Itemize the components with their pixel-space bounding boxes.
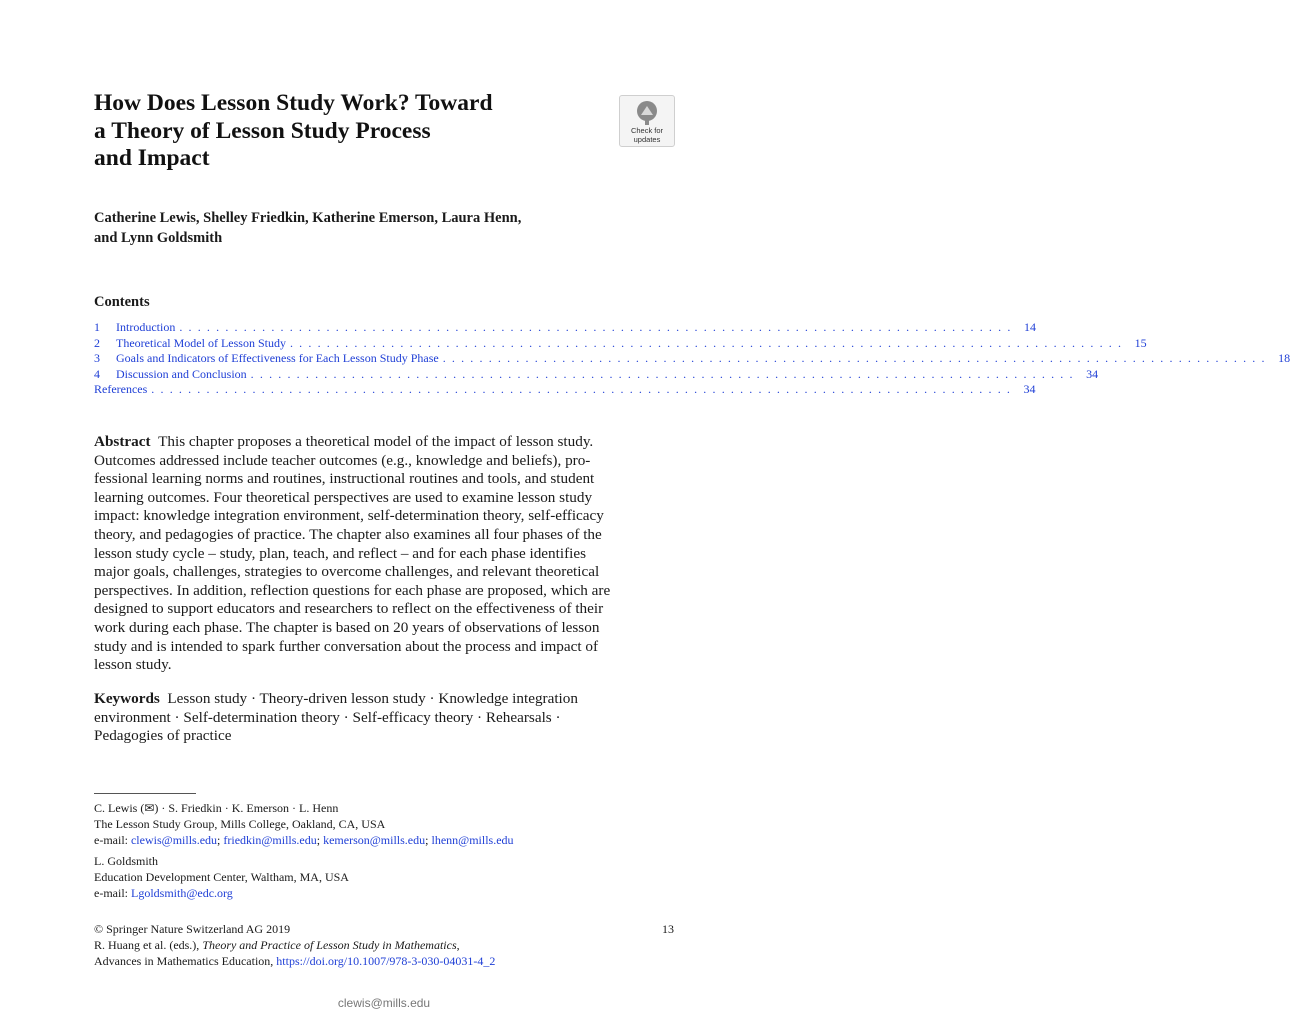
affiliation-org: Education Development Center, Waltham, MA, USA [94, 870, 349, 884]
abstract-label: Abstract [94, 433, 151, 450]
citation-suffix: , [456, 938, 460, 952]
badge-line-1: Check for [630, 126, 664, 135]
abstract-line: designed to support educators and researchers to reflect on the effectiveness of their [94, 600, 604, 618]
toc-entry[interactable] [94, 320, 1036, 336]
citation [94, 937, 674, 953]
authors-line-2: and Lynn Goldsmith [94, 230, 223, 246]
toc-title: Goals and Indicators of Effectiveness for Each Lesson Study Phase [116, 351, 439, 365]
abstract-line: learning outcomes. Four theoretical perspectives are used to examine lesson study [94, 488, 593, 506]
keywords-line: environment · Self-determination theory · Self-efficacy theory · Rehearsals · [94, 708, 561, 726]
affiliation-names: C. Lewis (✉) · S. Friedkin · K. Emerson · L. Henn [94, 801, 339, 815]
email-label: e-mail: [94, 833, 128, 847]
toc-entry[interactable] [94, 351, 1290, 367]
toc-entry[interactable] [94, 366, 1099, 383]
toc-number: 4 [94, 366, 100, 381]
toc-entry-references[interactable] [94, 382, 1036, 398]
abstract-line: theory, and pedagogies of practice. The chapter also examines all four phases of the [94, 525, 602, 543]
toc-title: Theoretical Model of Lesson Study [116, 335, 286, 350]
abstract-line: work during each phase. The chapter is based on 20 years of observations of lesson [94, 618, 600, 636]
copyright: © Springer Nature Switzerland AG 2019 [94, 922, 291, 936]
toc-page: 15 [1134, 335, 1147, 350]
authors-line-1: Catherine Lewis, Shelley Friedkin, Katherine Emerson, Laura Henn, [94, 210, 522, 226]
email-link[interactable]: kemerson@mills.edu [323, 833, 426, 847]
toc-number: 3 [94, 351, 100, 365]
toc-leader: . . . . . . . . . . . . . . . . . . . . . . . . . . . . . . . . . . . . . . . . . . . . . . . . . . . . . . . . . . . . . . . . . . . . . . . . . . . . . . . . . . . . . . . . . . . [179, 320, 1012, 334]
check-for-updates-icon [636, 100, 658, 126]
badge-line-2: updates [633, 135, 661, 144]
page-number: 13 [662, 922, 674, 936]
keywords-line: Pedagogies of practice [94, 727, 232, 745]
toc-title: References [94, 382, 148, 396]
check-for-updates-badge[interactable] [619, 95, 675, 147]
footnote-divider [94, 793, 196, 794]
toc-page: 14 [1023, 320, 1036, 334]
toc-leader: . . . . . . . . . . . . . . . . . . . . . . . . . . . . . . . . . . . . . . . . . . . . . . . . . . . . . . . . . . . . . . . . . . . . . . . . . . . . . . . . . . . . . . . . . . [250, 366, 1075, 381]
affiliation-emails [94, 885, 674, 901]
toc-leader: . . . . . . . . . . . . . . . . . . . . . . . . . . . . . . . . . . . . . . . . . . . . . . . . . . . . . . . . . . . . . . . . . . . . . . . . . . . . . . . . . . . . . . . . . . . [289, 335, 1123, 350]
abstract-line: lesson study cycle – study, plan, teach, and reflect – and for each phase identifies [94, 544, 587, 562]
title-line-2: a Theory of Lesson Study Process [94, 117, 431, 144]
keywords-label: Keywords [94, 690, 160, 707]
email-link[interactable]: clewis@mills.edu [130, 833, 218, 847]
email-link[interactable]: lhenn@mills.edu [431, 833, 514, 847]
series: Advances in Mathematics Education, [94, 954, 274, 968]
abstract-line: fessional learning norms and routines, instructional routines and tools, and student [94, 470, 595, 488]
abstract [94, 433, 675, 675]
keywords-text: Lesson study · Theory-driven lesson study · Knowledge integration [167, 690, 578, 707]
affiliation-emails: e-mail: clewis@mills.edu; friedkin@mills.edu; kemerson@mills.edu; lhenn@mills.edu [94, 833, 514, 847]
email-link[interactable]: Lgoldsmith@edc.org [130, 886, 233, 900]
toc-number: 2 [94, 335, 100, 350]
email-link[interactable]: friedkin@mills.edu [223, 833, 317, 847]
toc-title: Introduction [116, 320, 176, 334]
book-title: Theory and Practice of Lesson Study in Mathematics [202, 938, 457, 952]
affiliation-names: L. Goldsmith [94, 854, 159, 868]
affiliation-org: The Lesson Study Group, Mills College, Oakland, CA, USA [94, 817, 386, 831]
affiliation-1 [94, 800, 674, 848]
contents-heading: Contents [94, 294, 150, 310]
toc-leader: . . . . . . . . . . . . . . . . . . . . . . . . . . . . . . . . . . . . . . . . . . . . . . . . . . . . . . . . . . . . . . . . . . . . . . . . . . . . . . . . . . . . . . . . . . [442, 351, 1267, 365]
abstract-line [94, 433, 675, 452]
abstract-line: perspectives. In addition, reflection questions for each phase are proposed, which are [94, 581, 611, 599]
title-line-3: and Impact [94, 145, 210, 171]
abstract-line: major goals, challenges, strategies to overcome challenges, and relevant theoretical [94, 563, 600, 581]
table-of-contents [94, 320, 1290, 398]
abstract-line: Outcomes addressed include teacher outcomes (e.g., knowledge and beliefs), pro- [94, 451, 591, 469]
toc-number: 1 [94, 320, 100, 334]
chapter-title [94, 90, 614, 173]
toc-leader: . . . . . . . . . . . . . . . . . . . . . . . . . . . . . . . . . . . . . . . . . . . . . . . . . . . . . . . . . . . . . . . . . . . . . . . . . . . . . . . . . . . . . . . . . . . . . . [151, 382, 1012, 396]
toc-page: 34 [1086, 366, 1099, 381]
toc-page: 34 [1023, 382, 1036, 396]
page-footer [94, 921, 674, 969]
abstract-text: This chapter proposes a theoretical model of the impact of lesson study. [158, 433, 594, 450]
watermark: clewis@mills.edu [337, 996, 431, 1010]
email-label: e-mail: [94, 886, 128, 900]
series-line [94, 953, 674, 969]
title-line-1: How Does Lesson Study Work? Toward [94, 90, 493, 116]
toc-page: 18 [1278, 351, 1290, 365]
abstract-line: impact: knowledge integration environment, self-determination theory, self-efficacy [94, 507, 604, 525]
keywords [94, 690, 675, 746]
abstract-line: study and is intended to spark further conversation about the process and impact of [94, 637, 599, 655]
author-list [94, 208, 654, 248]
toc-entry[interactable] [94, 335, 1147, 352]
keywords-line [94, 690, 675, 709]
abstract-line: lesson study. [94, 656, 172, 674]
toc-title: Discussion and Conclusion [116, 366, 247, 381]
citation-prefix: R. Huang et al. (eds.), [94, 938, 200, 952]
affiliation-2 [94, 853, 674, 901]
doi-link[interactable]: https://doi.org/10.1007/978-3-030-04031-4_2 [276, 954, 496, 968]
